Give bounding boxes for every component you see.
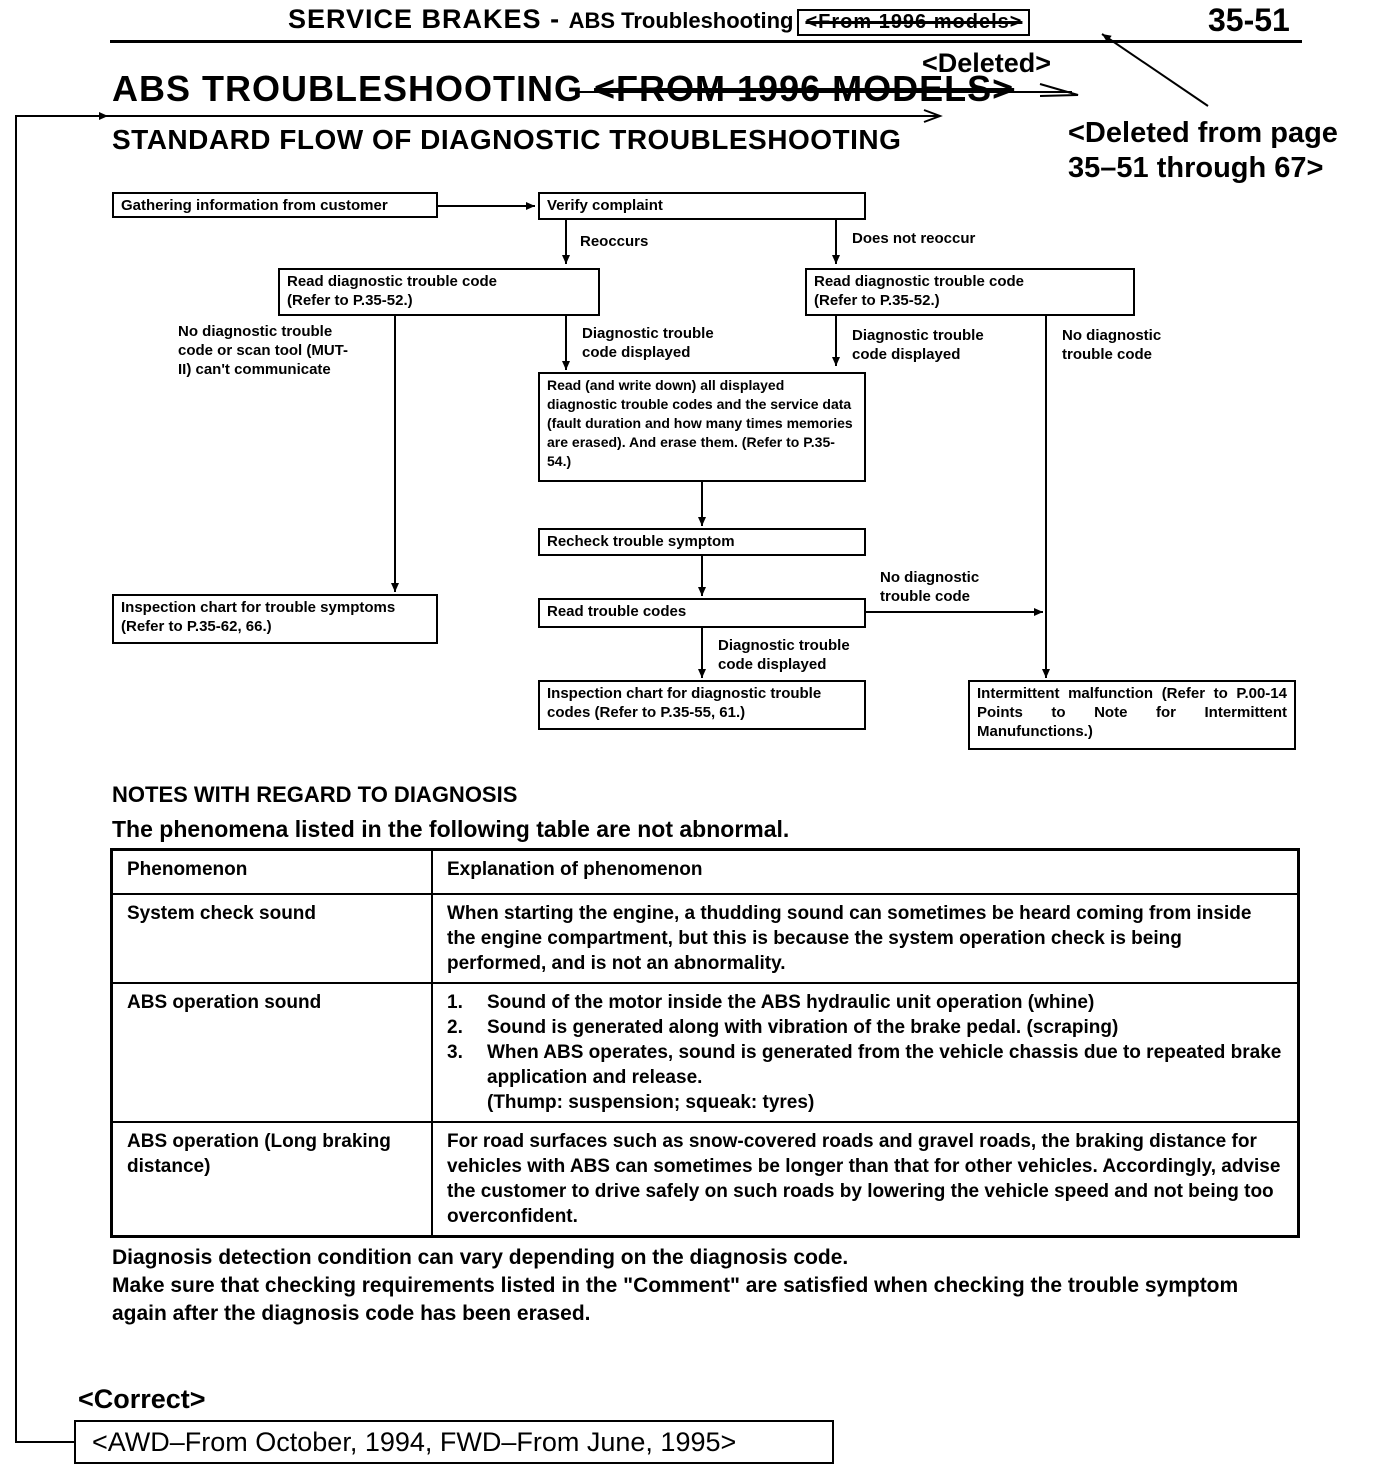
table-header-phenomenon: Phenomenon xyxy=(112,850,433,895)
main-title-struck: <FROM 1996 MODELS> xyxy=(594,68,1015,109)
list-item-text: Sound is generated along with vibration of the brake pedal. (scraping) xyxy=(487,1017,1119,1038)
deleted-annotation: <Deleted> xyxy=(922,48,1052,78)
box-read-dtc-right xyxy=(805,268,1135,316)
read-dtc-right-line2: (Refer to P.35-52.) xyxy=(814,292,940,309)
list-item xyxy=(447,1040,1285,1115)
box-read-write: Read (and write down) all displayed diagnostic trouble codes and the service data (fault duration and how many times memories are erased). And erase them. (Refer to P.35-54.) xyxy=(538,372,866,482)
box-read-dtc-left xyxy=(278,268,600,316)
phenomena-table xyxy=(110,848,1300,1238)
label-no-dtc-right: No diagnostic trouble code xyxy=(1062,327,1162,363)
box-inspection-symptoms xyxy=(112,594,438,644)
box-inspection-codes: Inspection chart for diagnostic trouble codes (Refer to P.35-55, 61.) xyxy=(538,680,866,730)
header-separator: - xyxy=(541,4,569,34)
label-dtc-displayed-2: Diagnostic trouble code displayed xyxy=(852,327,984,363)
phenomenon-cell: ABS operation (Long braking distance) xyxy=(112,1122,433,1237)
box-gathering: Gathering information from customer xyxy=(112,192,438,218)
label-does-not-reoccur: Does not reoccur xyxy=(852,230,976,247)
list-item-text-extra: (Thump: suspension; squeak: tyres) xyxy=(487,1092,815,1113)
explanation-cell: For road surfaces such as snow-covered roads and gravel roads, the braking distance for vehicles with ABS can sometimes be longer than that for other vehicles. Accordingly, advise the customer to drive safely on such roads by lowering the vehicle speed and not being too overconfident. xyxy=(432,1122,1299,1237)
page-number: 35-51 xyxy=(1208,2,1290,38)
deleted-pages-line1: <Deleted from page xyxy=(1068,117,1338,149)
label-dtc-displayed-1: Diagnostic trouble code displayed xyxy=(582,325,714,361)
table-header-row xyxy=(112,850,1299,895)
main-title-text: ABS TROUBLESHOOTING xyxy=(112,68,584,109)
header-struck-label: <From 1996 models> xyxy=(797,9,1030,36)
deleted-pages-line2: 35–51 through 67> xyxy=(1068,152,1324,184)
table-row xyxy=(112,983,1299,1122)
correct-box: <AWD–From October, 1994, FWD–From June, 1995> xyxy=(74,1420,834,1464)
phenomenon-cell: System check sound xyxy=(112,894,433,983)
notes-intro: The phenomena listed in the following table are not abnormal. xyxy=(112,816,790,842)
read-dtc-right-line1: Read diagnostic trouble code xyxy=(814,273,1025,290)
explanation-cell: When starting the engine, a thudding sound can sometimes be heard coming from inside the engine compartment, but this is because the system operation check is being performed, and is not an abnormality. xyxy=(432,894,1299,983)
header-section: SERVICE BRAKES xyxy=(288,4,542,34)
correct-label: <Correct> xyxy=(78,1384,206,1414)
label-no-dtc-scan: No diagnostic trouble code or scan tool (MUT-II) can't communicate xyxy=(178,323,349,378)
header-subtitle: ABS Troubleshooting xyxy=(568,8,794,33)
phenomenon-cell: ABS operation sound xyxy=(112,983,433,1122)
list-item-text-main: When ABS operates, sound is generated from the vehicle chassis due to repeated brake application and release. xyxy=(487,1042,1282,1088)
correct-bracket xyxy=(16,116,108,1442)
sound-list xyxy=(447,990,1285,1115)
read-dtc-left-line2: (Refer to P.35-52.) xyxy=(287,292,413,309)
table-row xyxy=(112,894,1299,983)
footer-text xyxy=(112,1244,1297,1328)
table-row xyxy=(112,1122,1299,1237)
list-item-number: 1. xyxy=(447,992,463,1013)
footer-line2: Make sure that checking requirements listed in the "Comment" are satisfied when checking the trouble symptom again after the diagnosis code has been erased. xyxy=(112,1274,1239,1325)
deleted-pages-pointer xyxy=(1102,34,1208,106)
deleted-pointer xyxy=(1040,84,1078,96)
list-item-text: Sound of the motor inside the ABS hydraulic unit operation (whine) xyxy=(487,992,1095,1013)
box-verify: Verify complaint xyxy=(538,192,866,220)
section-title: STANDARD FLOW OF DIAGNOSTIC TROUBLESHOOTING xyxy=(112,124,902,155)
read-dtc-left-line1: Read diagnostic trouble code xyxy=(287,273,498,290)
box-read-codes: Read trouble codes xyxy=(538,598,866,628)
label-no-dtc-mid: No diagnostic trouble code xyxy=(880,569,980,605)
label-reoccurs: Reoccurs xyxy=(580,233,649,250)
box-recheck: Recheck trouble symptom xyxy=(538,528,866,556)
explanation-cell xyxy=(432,983,1299,1122)
list-item xyxy=(447,1015,1285,1040)
label-dtc-displayed-3: Diagnostic trouble code displayed xyxy=(718,637,850,673)
list-item xyxy=(447,990,1285,1015)
list-item-number: 3. xyxy=(447,1042,463,1063)
notes-title: NOTES WITH REGARD TO DIAGNOSIS xyxy=(112,782,518,807)
list-item-text xyxy=(487,1040,1285,1115)
box-intermittent: Intermittent malfunction (Refer to P.00-14 Points to Note for Intermittent Manufunctions.) xyxy=(968,680,1296,750)
inspection-symptoms-line1: Inspection chart for trouble symptoms xyxy=(121,599,396,616)
footer-line1: Diagnosis detection condition can vary depending on the diagnosis code. xyxy=(112,1246,849,1269)
inspection-symptoms-line2: (Refer to P.35-62, 66.) xyxy=(121,618,272,635)
list-item-number: 2. xyxy=(447,1017,463,1038)
table-header-explanation: Explanation of phenomenon xyxy=(432,850,1299,895)
